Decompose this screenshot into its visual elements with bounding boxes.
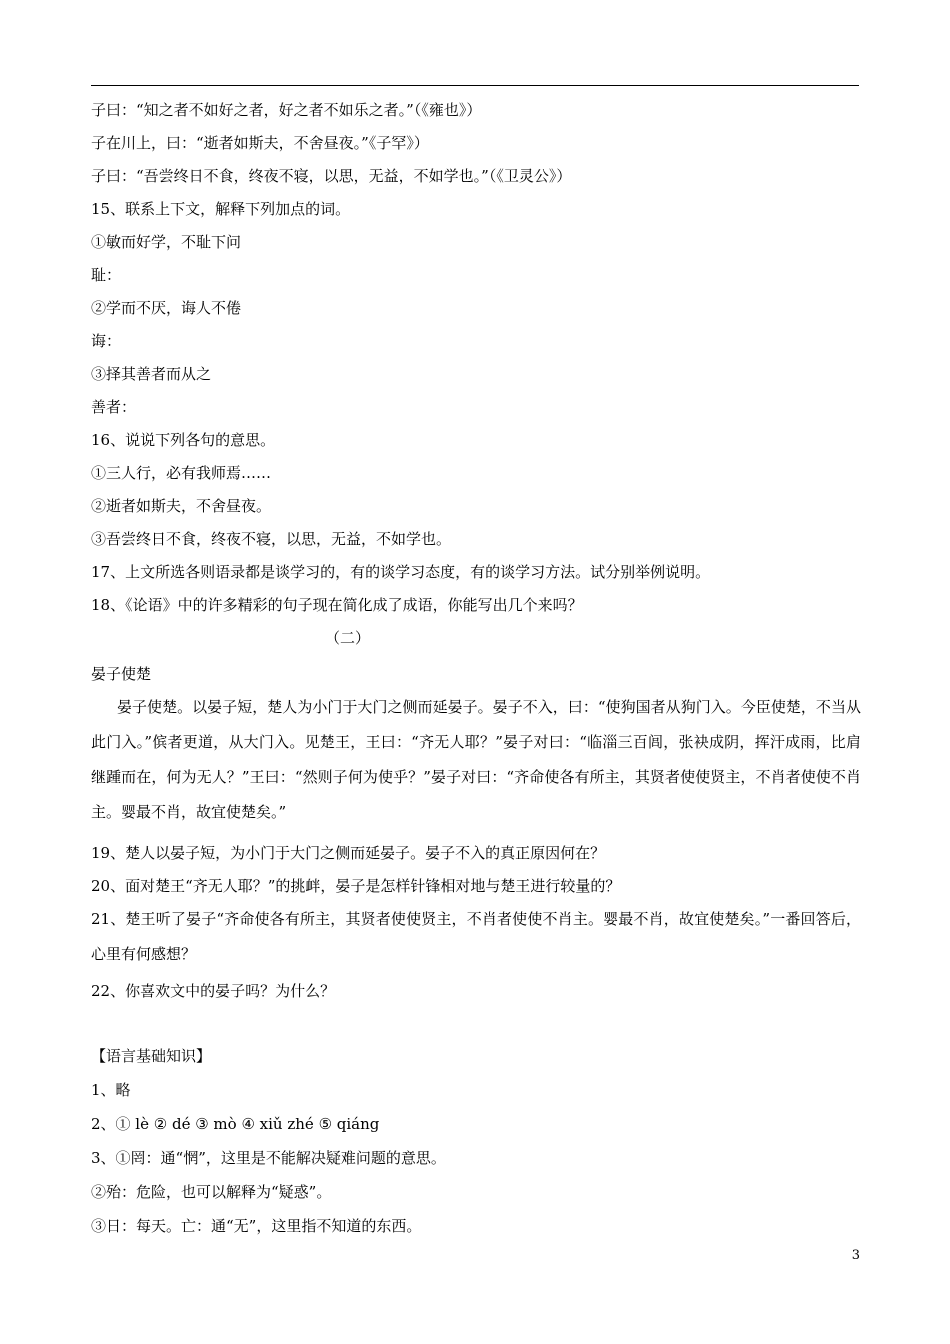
quote-line-1: 子曰：“知之者不如好之者，好之者不如乐之者。”（《雍也》）	[91, 101, 482, 119]
answer-3b: ②殆：危险，也可以解释为“疑惑”。	[91, 1183, 332, 1201]
question-17: 17、上文所选各则语录都是谈学习的，有的谈学习态度，有的谈学习方法。试分别举例说明。	[91, 563, 711, 581]
q15-answer-1: 耻：	[91, 266, 122, 284]
q15-answer-2: 诲：	[91, 332, 122, 350]
question-16: 16、说说下列各句的意思。	[91, 431, 276, 449]
question-21: 21、楚王听了晏子“齐命使各有所主，其贤者使使贤主，不肖者使使不肖主。婴最不肖，故宜使楚矣。”一番回答后，心里有何感想？	[91, 910, 861, 963]
question-22: 22、你喜欢文中的晏子吗？为什么？	[91, 982, 336, 1000]
q16-item-2: ②逝者如斯夫，不舍昼夜。	[91, 497, 272, 515]
section-heading: （二）	[325, 629, 371, 647]
quote-line-2: 子在川上，曰：“逝者如斯夫，不舍昼夜。”《子罕》）	[91, 134, 429, 152]
q15-item-3: ③择其善者而从之	[91, 365, 212, 383]
question-20: 20、面对楚王“齐无人耶？”的挑衅，晏子是怎样针锋相对地与楚王进行较量的？	[91, 877, 621, 895]
quote-line-3: 子曰：“吾尝终日不食，终夜不寝，以思，无益，不如学也。”（《卫灵公》）	[91, 167, 572, 185]
story-title: 晏子使楚	[91, 665, 152, 683]
answer-3: 3、①罔：通“惘”，这里是不能解决疑难问题的意思。	[91, 1149, 446, 1167]
question-15: 15、联系上下文，解释下列加点的词。	[91, 200, 351, 218]
answer-3c: ③日：每天。亡：通“无”，这里指不知道的东西。	[91, 1217, 422, 1235]
page-number: 3	[851, 1248, 860, 1263]
answers-heading: 【语言基础知识】	[91, 1047, 212, 1065]
question-19: 19、楚人以晏子短，为小门于大门之侧而延晏子。晏子不入的真正原因何在？	[91, 844, 606, 862]
q15-item-2: ②学而不厌，诲人不倦	[91, 299, 242, 317]
q15-item-1: ①敏而好学，不耻下问	[91, 233, 242, 251]
header-rule	[91, 85, 859, 86]
answer-2: 2、① lè ② dé ③ mò ④ xiǔ zhé ⑤ qiáng	[91, 1115, 380, 1133]
story-paragraph: 晏子使楚。以晏子短，楚人为小门于大门之侧而延晏子。晏子不入，曰：“使狗国者从狗门入。今臣使楚，不当从此门入。”傧者更道，从大门入。见楚王，王曰：“齐无人耶？”晏子对曰：“临淄三百闾，张袂成阴，挥汗成雨，比肩继踵而在，何为无人？”王曰：“然则子何为使乎？”晏子对曰：“齐命使各有所主，其贤者使使贤主，不肖者使使不肖主。婴最不肖，故宜使楚矣。”	[91, 698, 861, 821]
q16-item-1: ①三人行，必有我师焉……	[91, 464, 272, 482]
q16-item-3: ③吾尝终日不食，终夜不寝，以思，无益，不如学也。	[91, 530, 452, 548]
question-18: 18、《论语》中的许多精彩的句子现在简化成了成语，你能写出几个来吗？	[91, 596, 583, 614]
q15-answer-3: 善者：	[91, 398, 137, 416]
answer-1: 1、略	[91, 1081, 131, 1099]
